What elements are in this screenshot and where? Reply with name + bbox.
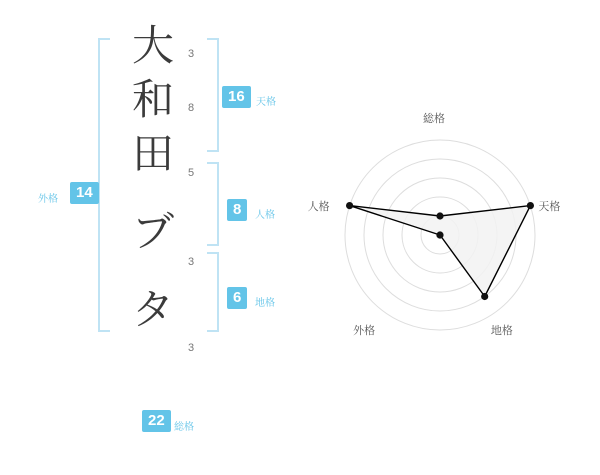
stroke-count-1: 3 — [188, 48, 195, 60]
chikaku-value: 6 — [227, 287, 247, 309]
name-char-5: タ — [131, 288, 174, 334]
soukaku-value: 22 — [142, 410, 171, 432]
chikaku-label: 地格 — [255, 298, 275, 309]
outer-bracket — [98, 38, 110, 332]
name-char-1: 大 — [131, 24, 174, 70]
axis-label-soukaku: 総格 — [423, 113, 445, 125]
soukaku-label: 総格 — [174, 422, 194, 433]
stroke-count-2: 8 — [188, 102, 195, 114]
stroke-count-5: 3 — [188, 342, 195, 354]
tenkaku-value: 16 — [222, 86, 251, 108]
tenkaku-bracket — [207, 38, 219, 152]
name-char-3: 田 — [131, 132, 174, 178]
axis-label-jinkaku: 人格 — [307, 200, 330, 213]
jinkaku-value: 8 — [227, 199, 247, 221]
stroke-count-4: 3 — [188, 256, 195, 268]
name-char-2: 和 — [131, 78, 174, 124]
chikaku-bracket — [207, 252, 219, 332]
axis-label-chikaku: 地格 — [490, 324, 513, 337]
jinkaku-bracket — [207, 162, 219, 246]
axis-label-gaikaku: 外格 — [353, 324, 376, 337]
name-stroke-panel — [0, 0, 300, 470]
radar-chart — [300, 0, 600, 470]
name-char-4: ブ — [131, 210, 174, 256]
stroke-count-3: 5 — [188, 167, 195, 179]
gaikaku-label: 外格 — [38, 194, 58, 205]
gaikaku-value: 14 — [70, 182, 99, 204]
axis-label-tenkaku: 天格 — [538, 200, 561, 213]
radar-chart-svg — [300, 0, 600, 470]
jinkaku-label: 人格 — [255, 210, 275, 221]
tenkaku-label: 天格 — [256, 97, 276, 108]
